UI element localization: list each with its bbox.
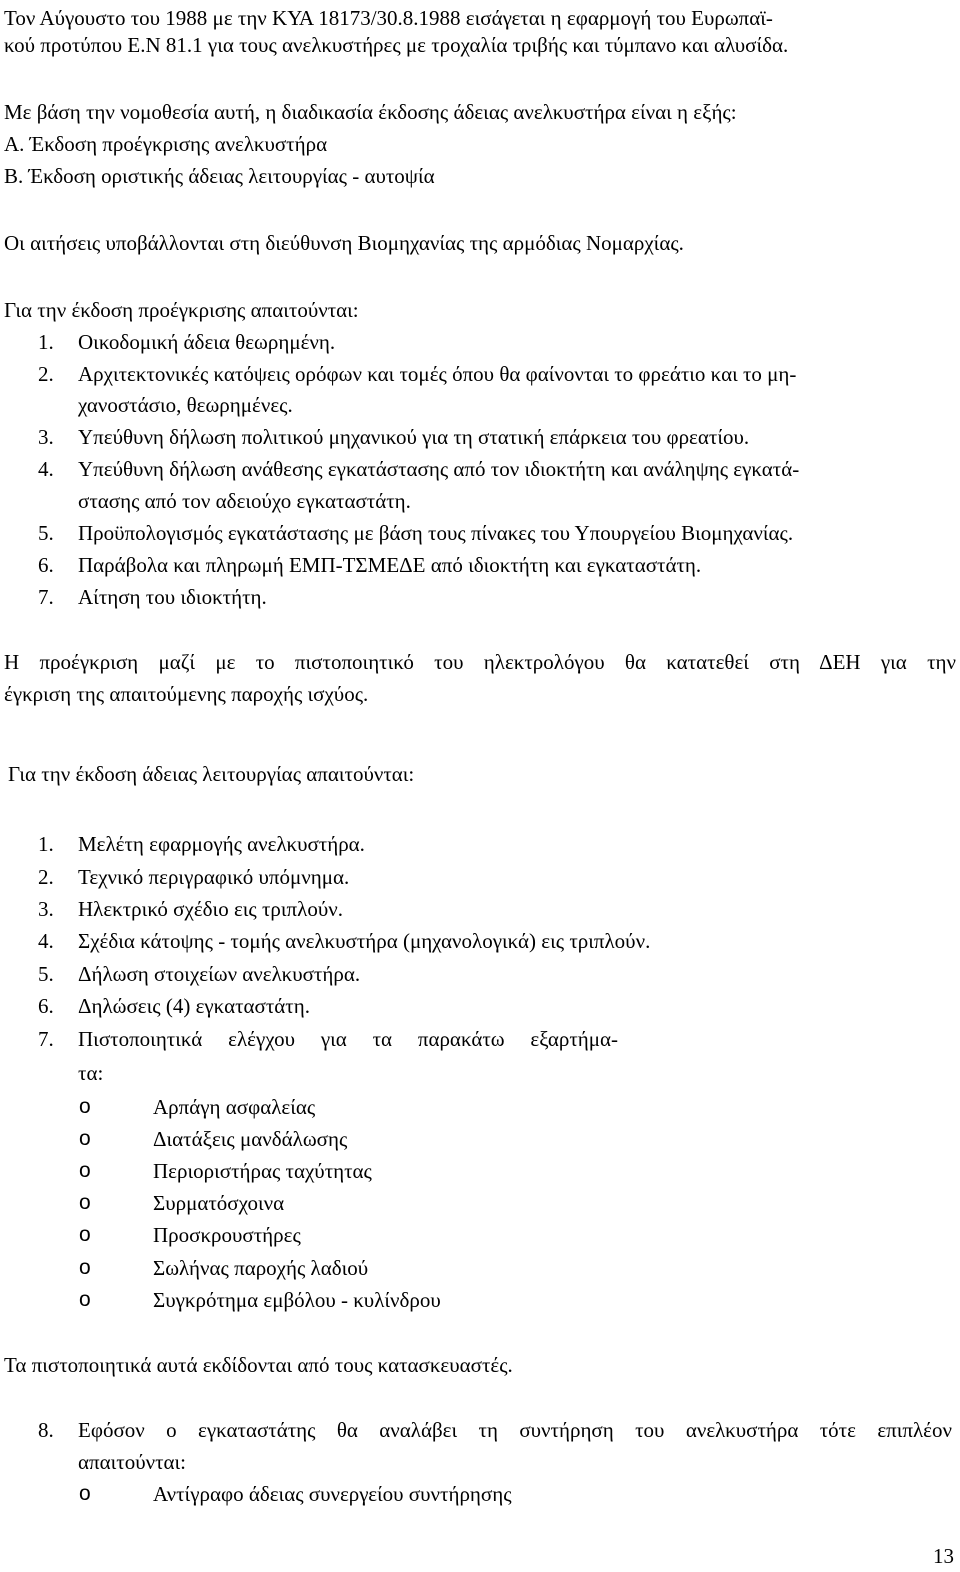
- preapproval-heading: Για την έκδοση προέγκρισης απαιτούνται:: [4, 298, 359, 322]
- bullet-icon: o: [79, 1288, 91, 1311]
- bullet-icon: o: [79, 1127, 91, 1150]
- dei-note-line-1: Η προέγκριση μαζί με το πιστοποιητικό του ηλεκτρολόγου θα κατατεθεί στη ΔΕΗ για την: [4, 650, 956, 674]
- list-item-number: 7.: [38, 585, 54, 609]
- list-item-number: 1.: [38, 832, 54, 856]
- certificate-item: Διατάξεις μανδάλωσης: [153, 1127, 348, 1151]
- certificate-item: Αντίγραφο άδειας συνεργείου συντήρησης: [153, 1482, 512, 1506]
- list-item: Εφόσον ο εγκαταστάτης θα αναλάβει τη συντήρηση του ανελκυστήρα τότε επιπλέον: [78, 1418, 952, 1442]
- list-item: Παράβολα και πληρωμή ΕΜΠ-ΤΣΜΕΔΕ από ιδιοκτήτη και εγκαταστάτη.: [78, 553, 702, 577]
- bullet-icon: o: [79, 1191, 91, 1214]
- intro-line-2: κού προτύπου Ε.Ν 81.1 για τους ανελκυστήρες με τροχαλία τριβής και τύμπανο και αλυσίδα.: [4, 33, 789, 57]
- list-item: Δηλώσεις (4) εγκαταστάτη.: [78, 994, 310, 1018]
- submission-text: Οι αιτήσεις υποβάλλονται στη διεύθυνση Βιομηχανίας της αρμόδιας Νομαρχίας.: [4, 231, 684, 255]
- bullet-icon: o: [79, 1482, 91, 1505]
- list-item: Σχέδια κάτοψης - τομής ανελκυστήρα (μηχανολογικά) εις τριπλούν.: [78, 929, 651, 953]
- certificate-item: Σωλήνας παροχής λαδιού: [153, 1256, 369, 1280]
- page-number: 13: [933, 1544, 954, 1568]
- list-item-number: 8.: [38, 1418, 54, 1442]
- list-item: Αίτηση του ιδιοκτήτη.: [78, 585, 267, 609]
- list-item: Αρχιτεκτονικές κατόψεις ορόφων και τομές όπου θα φαίνονται το φρεάτιο και το μη-: [78, 362, 797, 386]
- list-item-continuation: απαιτούνται:: [78, 1450, 187, 1474]
- certificate-item: Προσκρουστήρες: [153, 1223, 301, 1247]
- list-item-number: 4.: [38, 457, 54, 481]
- procedure-lead: Με βάση την νομοθεσία αυτή, η διαδικασία έκδοσης άδειας ανελκυστήρα είναι η εξής:: [4, 100, 737, 124]
- certificate-item: Συγκρότημα εμβόλου - κυλίνδρου: [153, 1288, 441, 1312]
- list-item-number: 3.: [38, 897, 54, 921]
- certificate-item: Περιοριστήρας ταχύτητας: [153, 1159, 372, 1183]
- list-item-continuation: στασης από τον αδειούχο εγκαταστάτη.: [78, 489, 411, 513]
- list-item-number: 6.: [38, 994, 54, 1018]
- list-item-continuation: τα:: [78, 1061, 104, 1085]
- bullet-icon: o: [79, 1159, 91, 1182]
- bullet-icon: o: [79, 1256, 91, 1279]
- manufacturers-note: Τα πιστοποιητικά αυτά εκδίδονται από τους κατασκευαστές.: [4, 1353, 513, 1377]
- bullet-icon: o: [79, 1223, 91, 1246]
- list-item: Μελέτη εφαρμογής ανελκυστήρα.: [78, 832, 365, 856]
- intro-line-1: Τον Αύγουστο του 1988 με την ΚΥΑ 18173/30.8.1988 εισάγεται η εφαρμογή του Ευρωπαϊ-: [4, 6, 773, 30]
- list-item-number: 5.: [38, 521, 54, 545]
- list-item: Οικοδομική άδεια θεωρημένη.: [78, 330, 336, 354]
- procedure-step-b: Β. Έκδοση οριστικής άδειας λειτουργίας - αυτοψία: [4, 164, 435, 188]
- certificate-item: Συρματόσχοινα: [153, 1191, 285, 1215]
- list-item-number: 5.: [38, 962, 54, 986]
- list-item: Δήλωση στοιχείων ανελκυστήρα.: [78, 962, 361, 986]
- list-item-number: 2.: [38, 865, 54, 889]
- list-item-number: 6.: [38, 553, 54, 577]
- dei-note-line-2: έγκριση της απαιτούμενης παροχής ισχύος.: [4, 682, 369, 706]
- list-item-number: 7.: [38, 1027, 54, 1051]
- list-item: Πιστοποιητικά ελέγχου για τα παρακάτω εξαρτήμα-: [78, 1027, 618, 1051]
- list-item: Υπεύθυνη δήλωση πολιτικού μηχανικού για τη στατική επάρκεια του φρεατίου.: [78, 425, 750, 449]
- list-item-continuation: χανοστάσιο, θεωρημένες.: [78, 393, 293, 417]
- list-item-number: 1.: [38, 330, 54, 354]
- list-item-number: 4.: [38, 929, 54, 953]
- list-item-number: 2.: [38, 362, 54, 386]
- procedure-step-a: Α. Έκδοση προέγκρισης ανελκυστήρα: [4, 132, 328, 156]
- list-item: Προϋπολογισμός εγκατάστασης με βάση τους πίνακες του Υπουργείου Βιομηχανίας.: [78, 521, 794, 545]
- list-item: Τεχνικό περιγραφικό υπόμνημα.: [78, 865, 350, 889]
- list-item: Ηλεκτρικό σχέδιο εις τριπλούν.: [78, 897, 343, 921]
- list-item: Υπεύθυνη δήλωση ανάθεσης εγκατάστασης από τον ιδιοκτήτη και ανάληψης εγκατά-: [78, 457, 800, 481]
- certificate-item: Αρπάγη ασφαλείας: [153, 1095, 316, 1119]
- bullet-icon: o: [79, 1095, 91, 1118]
- list-item-number: 3.: [38, 425, 54, 449]
- license-heading: Για την έκδοση άδειας λειτουργίας απαιτούνται:: [8, 762, 415, 786]
